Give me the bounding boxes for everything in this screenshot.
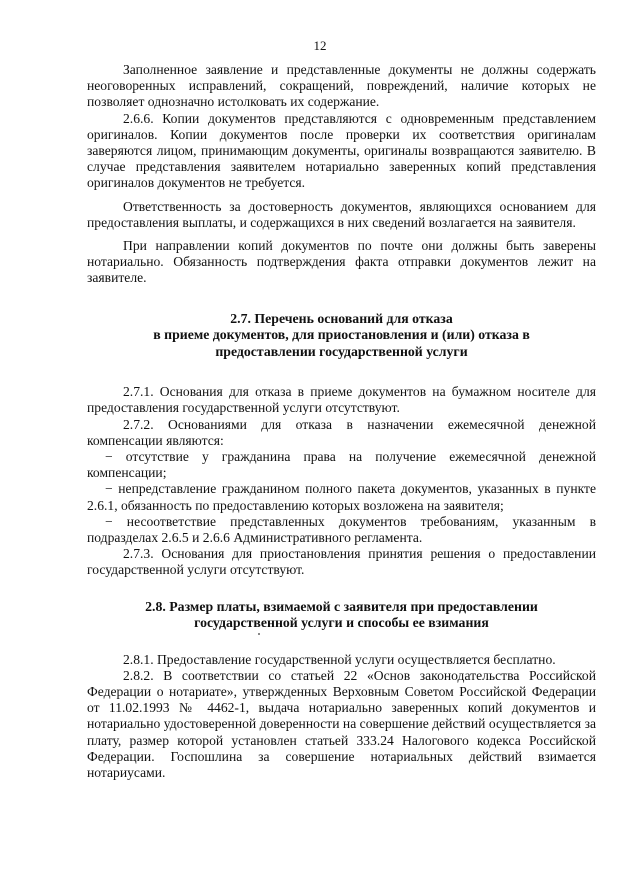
paragraph: 2.8.2. В соответствии со статьей 22 «Основ законодательства Российской Федерации о нотариате», утвержденных Верховным Советом Российской Федерации от 11.02.1993 № 4462-1, выдача нотариально заверенных копий документов и нотариально удостоверенной доверенности на совершение действий осуществляется за плату, размер которой установлен статьей 333.24 Налогового кодекса Российской Федерации. Госпошлина за совершение нотариальных действий взимается нотариусами. [87, 667, 596, 780]
paragraph: 2.6.6. Копии документов представляются с одновременным представлением оригиналов. Копии документов после проверки их соответствия оригиналам заверяются лицом, принимающим документы, оригиналы возвращаются заявителю. В случае представления заявителем нотариально заверенных копий представления оригиналов документов не требуется. [87, 110, 596, 191]
heading-line: в приеме документов, для приостановления и (или) отказа в [153, 327, 530, 343]
paragraph: Заполненное заявление и представленные документы не должны содержать неоговоренных исправлений, сокращений, повреждений, наличие которых не позволяет однозначно истолковать их содержание. [87, 62, 596, 110]
list-item: − отсутствие у гражданина права на получение ежемесячной денежной компенсации; [87, 448, 596, 481]
paragraph: 2.8.1. Предоставление государственной услуги осуществляется бесплатно. [123, 651, 556, 667]
list-item: − несоответствие представленных документов требованиям, указанным в подразделах 2.6.5 и 2.6.6 Административного регламента. [87, 513, 596, 545]
document-body [87, 62, 596, 781]
paragraph: 2.7.2. Основаниями для отказа в назначении ежемесячной денежной компенсации являются: [87, 416, 596, 448]
heading-line: государственной услуги и способы ее взимания [194, 615, 489, 631]
list-item: − непредставление гражданином полного пакета документов, указанных в пункте 2.6.1, обязанность по предоставлению которых возложена на заявителя; [87, 481, 596, 513]
heading-line: 2.8. Размер платы, взимаемой с заявителя при предоставлении [145, 598, 538, 614]
section-heading-2-7 [87, 311, 596, 361]
heading-line: 2.7. Перечень оснований для отказа [230, 310, 453, 326]
paragraph: При направлении копий документов по почте они должны быть заверены нотариально. Обязанность подтверждения факта отправки документов лежит на заявителе. [87, 238, 596, 286]
paragraph: 2.7.3. Основания для приостановления принятия решения о предоставлении государственной услуги отсутствуют. [87, 546, 596, 578]
scan-speck [258, 633, 260, 635]
section-heading-2-8 [87, 599, 596, 632]
paragraph: 2.7.1. Основания для отказа в приеме документов на бумажном носителе для предоставления государственной услуги отсутствуют. [87, 384, 596, 416]
page-number: 12 [313, 38, 327, 53]
heading-line: предоставлении государственной услуги [215, 343, 468, 359]
paragraph: Ответственность за достоверность документов, являющихся основанием для предоставления выплаты, и содержащихся в них сведений возлагается на заявителя. [87, 198, 596, 230]
